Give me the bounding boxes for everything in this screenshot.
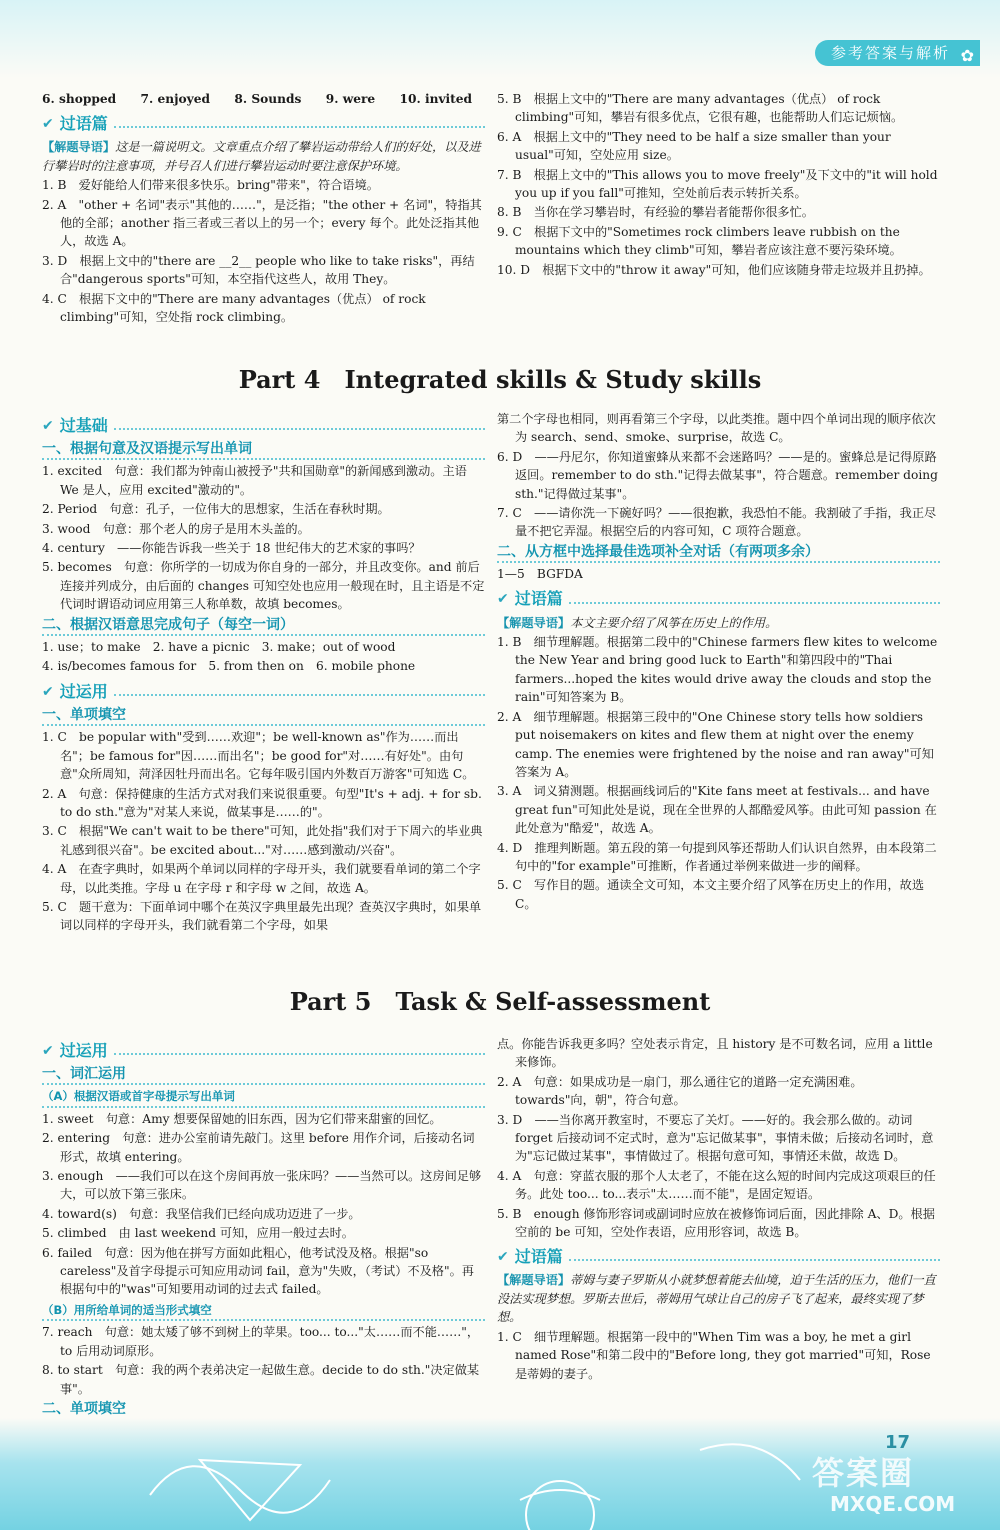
answer-item: 1. C 细节理解题。根据第一段中的"When Tim was a boy, he met a girl named Rose"和第二段中的"Before long, they got married"可知，Rose 是蒂姆的妻子。 [497, 1329, 931, 1381]
answer-item: 1. sweet 句意：Amy 想要保留她的旧东西，因为它们带来甜蜜的回忆。 [42, 1111, 442, 1126]
section-title: 过语篇 [514, 589, 563, 609]
dotted-rule [114, 694, 485, 696]
guide-text: 本文主要介绍了风筝在历史上的作用。 [570, 615, 778, 630]
answer-item: 4. D 推理判断题。第五段的第一句提到风筝还帮助人们认识自然界，由本段第二句中的"for example"可推断，作者通过举例来做进一步的阐释。 [497, 840, 937, 873]
answer-item: 10. D 根据下文中的"throw it away"可知，他们应该随身带走垃圾并且扔掉。 [497, 262, 931, 277]
part5-left-column [42, 1035, 485, 1442]
check-icon: ✔ [497, 1249, 509, 1266]
watermark-logo: 答案圈 [812, 1454, 915, 1492]
check-icon: ✔ [42, 1042, 54, 1059]
guide-label: 【解题导语】 [42, 140, 116, 155]
part4-right-column [497, 410, 940, 914]
guide-text: 蒂姆与妻子罗斯从小就梦想着能去仙境，迫于生活的压力，他们一直没法实现梦想。罗斯去世后，蒂姆用气球让自己的房子飞了起来，最终实现了梦想。 [497, 1273, 936, 1325]
answer-item: 1. B 细节理解题。根据第二段中的"Chinese farmers flew kites to welcome the New Year and bring good luck to Earth"和第四段中的"Thai farmers...hoped the kites would drive away the clouds and stop the rain"可知答案为 B。 [497, 635, 938, 705]
answer-item: 4. century ——你能告诉我一些关于 18 世纪伟大的艺术家的事吗？ [42, 541, 421, 556]
section-guo-jichu [42, 415, 485, 437]
top-right-column [497, 90, 940, 280]
answer-row: 1—5 BGFDA [497, 567, 583, 582]
part4-title: Part 4 Integrated skills & Study skills [238, 365, 762, 394]
dotted-rule [114, 126, 485, 128]
answer-item: 8. to start 句意：我的两个表弟决定一起做生意。decide to do sth."决定做某事"。 [42, 1363, 480, 1396]
section-title: 过语篇 [59, 114, 108, 134]
answer-item: 2. A 细节理解题。根据第三段中的"One Chinese story tells how soldiers put noisemakers on kites and flew them at night over the enemy camp. The enemies were frightened by the noise and ran away"可知答案为 A。 [497, 709, 934, 779]
dotted-rule [569, 602, 940, 604]
part4-left-column [42, 410, 485, 936]
subsection-title: 二、单项填空 [42, 1400, 485, 1420]
answer-item: 8. B 当你在学习攀岩时，有经验的攀岩者能帮你很多忙。 [497, 205, 814, 220]
section-guo-yupian [497, 1246, 940, 1268]
section-title: 过基础 [59, 415, 108, 435]
section-guo-yupian [42, 113, 485, 135]
answer-item: 7. C ——请你洗一下碗好吗？——很抱歉，我恐怕不能。我割破了手指，我正尽量不把它弄湿。根据空后的内容可知，C 项符合题意。 [497, 506, 937, 539]
answer-row-6-10: 6. shopped 7. enjoyed 8. Sounds 9. were 10. invited [42, 92, 473, 106]
answer-item: 2. A 句意：保持健康的生活方式对我们来说很重要。句型"It's + adj. + for sb. to do sth."意为"对某人来说，做某事是……的"。 [42, 786, 482, 819]
answer-item: 1. B 爱好能给人们带来很多快乐。bring"带来"，符合语境。 [42, 178, 379, 193]
answer-item: 2. A 句意：如果成功是一扇门，那么通往它的道路一定充满困难。towards"向，朝"，符合句意。 [497, 1074, 863, 1108]
answer-item: 1. excited 句意：我们都为钟南山被授予"共和国勋章"的新闻感到激动。主语 We 是人，应用 excited"激动的"。 [42, 464, 467, 497]
subsection-title: 一、单项填空 [42, 706, 485, 726]
answer-item: 4. C 根据下文中的"There are many advantages（优点） of rock climbing"可知，空处指 rock climbing。 [42, 291, 426, 325]
answer-item: 6. A 根据上文中的"They need to be half a size smaller than your usual"可知，空处应用 size。 [497, 129, 891, 163]
page-number: 17 [885, 1432, 911, 1453]
section-title: 过运用 [59, 681, 108, 701]
subsection-title: 一、词汇运用 [42, 1065, 485, 1085]
answer-item: 3. A 词义猜测题。根据画线词后的"Kite fans meet at festivals... and have great fun"可知此处是说，现在全世界的人都酷爱风筝。由此可知 passion 在此处意为"酷爱"，故选 A。 [497, 784, 937, 836]
answer-item: 7. reach 句意：她太矮了够不到树上的苹果。too... to..."太……而不能……"，to 后用动词原形。 [42, 1325, 480, 1358]
brand-swirl-icon: ✿ [960, 46, 976, 65]
answer-item: 5. climbed 由 last weekend 可知，应用一般过去时。 [42, 1226, 354, 1241]
answer-item: 5. B 根据上文中的"There are many advantages（优点） of rock climbing"可知，攀岩有很多优点，它很有趣，也能帮助人们忘记烦恼。 [497, 92, 904, 125]
guide-text: 这是一篇说明文。文章重点介绍了攀岩运动带给人们的好处，以及进行攀岩时的注意事项，并号召人们进行攀岩运动时要注意保护环境。 [42, 140, 481, 173]
guide-label: 【解题导语】 [497, 1273, 571, 1288]
dotted-rule [569, 1259, 940, 1261]
check-icon: ✔ [497, 591, 509, 608]
answer-item: 第二个字母也相同，则再看第三个字母，以此类推。题中四个单词出现的顺序依次为 search、send、smoke、surprise，故选 C。 [497, 412, 936, 445]
top-banner [0, 0, 1000, 78]
answer-item: 2. entering 句意：进办公室前请先敲门。这里 before 用作介词，后接动名词形式，故填 entering。 [42, 1131, 475, 1164]
watermark-url: MXQE.COM [830, 1492, 956, 1516]
guide-label: 【解题导语】 [497, 615, 571, 630]
answer-item: 9. C 根据下文中的"Sometimes rock climbers leave rubbish on the mountains which they climb"可知，攀岩者应该注意不要污染环境。 [497, 224, 902, 258]
answer-row: 4. is/becomes famous for 5. from then on 6. mobile phone [42, 659, 416, 674]
answer-item: 5. B enough 修饰形容词或副词时应放在被修饰词后面，因此排除 A、D。根据空前的 be 可知，空处作表语，应用形容词，故选 B。 [497, 1206, 935, 1240]
dotted-rule [114, 1053, 485, 1055]
answer-item: 2. A "other + 名词"表示"其他的……"，是泛指；"the other + 名词"，特指其他的全部；another 指三者或三者以上的另一个；every 每个。此处泛指其他人，故选 A。 [42, 197, 482, 249]
section-title: 过语篇 [514, 1247, 563, 1267]
answer-item: 4. A 在查字典时，如果两个单词以同样的字母开头，我们就要看单词的第二个字母，以此类推。字母 u 在字母 r 和字母 w 之间，故选 A。 [42, 862, 481, 895]
brand-tab [815, 40, 980, 66]
section-guo-yupian [497, 589, 940, 611]
answer-item: 6. D ——丹尼尔，你知道蜜蜂从来都不会迷路吗？——是的。蜜蜂总是记得原路返回。remember to do sth."记得去做某事"，符合题意。remember doing sth."记得做过某事"。 [497, 449, 938, 501]
answer-item: 2. Period 句意：孔子，一位伟大的思想家，生活在春秋时期。 [42, 502, 390, 517]
subsection-title: 二、从方框中选择最佳选项补全对话（有两项多余） [497, 543, 940, 563]
subsection-title: 二、根据汉语意思完成句子（每空一词） [42, 616, 485, 636]
answer-item: 3. C 根据"We can't wait to be there"可知，此处指"我们对于下周六的毕业典礼感到很兴奋"。be excited about..."对……感到激动/兴奋"。 [42, 824, 483, 857]
answer-item: 6. failed 句意：因为他在拼写方面如此粗心，他考试没及格。根据"so careless"及首字母提示可知应用动词 fail，意为"失败，（考试）不及格"。再根据句中的"was"可知要用动词的过去式 failed。 [42, 1245, 474, 1297]
section-guo-yunyong [42, 1040, 485, 1062]
answer-item: 4. A 句意：穿蓝衣服的那个人太老了，不能在这么短的时间内完成这项艰巨的任务。此处 too... to...表示"太……而不能"，是固定短语。 [497, 1168, 936, 1202]
subsection-title: （B）用所给单词的适当形式填空 [42, 1301, 485, 1321]
answer-item: 3. enough ——我们可以在这个房间再放一张床吗？——当然可以。这房间足够大，可以放下第三张床。 [42, 1169, 482, 1202]
answer-item: 5. becomes 句意：你所学的一切成为你自身的一部分，并且改变你。and 前后连接并列成分，由后面的 changes 可知空处也应用一般现在时，且主语是不定代词时谓语动词应用第三人称单数，故填 becomes。 [42, 560, 485, 612]
answer-item: 3. D ——当你离开教室时，不要忘了关灯。——好的。我会那么做的。动词 forget 后接动词不定式时，意为"忘记做某事"，事情未做；后接动名词时，意为"忘记做过某事"，事情做过了。根据句意可知，事情还未做，故选 D。 [497, 1112, 934, 1164]
section-title: 过运用 [59, 1040, 108, 1060]
check-icon: ✔ [42, 683, 54, 700]
answer-item: 5. C 写作目的题。通读全文可知，本文主要介绍了风筝在历史上的作用，故选 C。 [497, 878, 925, 911]
answer-item: 5. C 题干意为：下面单词中哪个在英汉字典里最先出现？查英汉字典时，如果单词以同样的字母开头，我们就看第二个字母，如果 [42, 899, 482, 933]
answer-item: 点。你能告诉我更多吗？空处表示肯定，且 history 是不可数名词，应用 a little 来修饰。 [497, 1037, 933, 1070]
check-icon: ✔ [42, 417, 54, 434]
part5-right-column [497, 1035, 940, 1384]
reading-guide [42, 138, 485, 175]
part5-title: Part 5 Task & Self-assessment [289, 987, 711, 1016]
check-icon: ✔ [42, 116, 54, 133]
answer-item: 4. toward(s) 句意：我坚信我们已经向成功迈进了一步。 [42, 1206, 361, 1221]
answer-item: 3. D 根据上文中的"there are __2__ people who like to take risks"，再结合"dangerous sports"可知，本空指代这些人，故用 They。 [42, 253, 475, 287]
answer-item: 1. C be popular with"受到……欢迎"；be well-known as"作为……而出名"；be famous for"因……而出名"；be good for"对……有好处"。由句意"众所周知，菏泽因牡丹而出名。它每年吸引国内外数百万游客"可知选 C。 [42, 730, 475, 782]
top-left-column [42, 90, 485, 327]
subsection-title: 一、根据句意及汉语提示写出单词 [42, 440, 485, 460]
answer-item: 3. wood 句意：那个老人的房子是用木头盖的。 [42, 521, 310, 536]
dotted-rule [114, 428, 485, 430]
subsection-title: （A）根据汉语或首字母提示写出单词 [42, 1087, 485, 1107]
brand-label: 参考答案与解析 [830, 44, 950, 62]
section-guo-yunyong [42, 681, 485, 703]
answer-item: 7. B 根据上文中的"This allows you to move freely"及下文中的"it will hold you up if you fall"可推知，空处前后表示转折关系。 [497, 167, 938, 201]
reading-guide [497, 1271, 940, 1326]
reading-guide [497, 614, 940, 632]
answer-row: 1. use；to make 2. have a picnic 3. make；out of wood [42, 640, 396, 655]
